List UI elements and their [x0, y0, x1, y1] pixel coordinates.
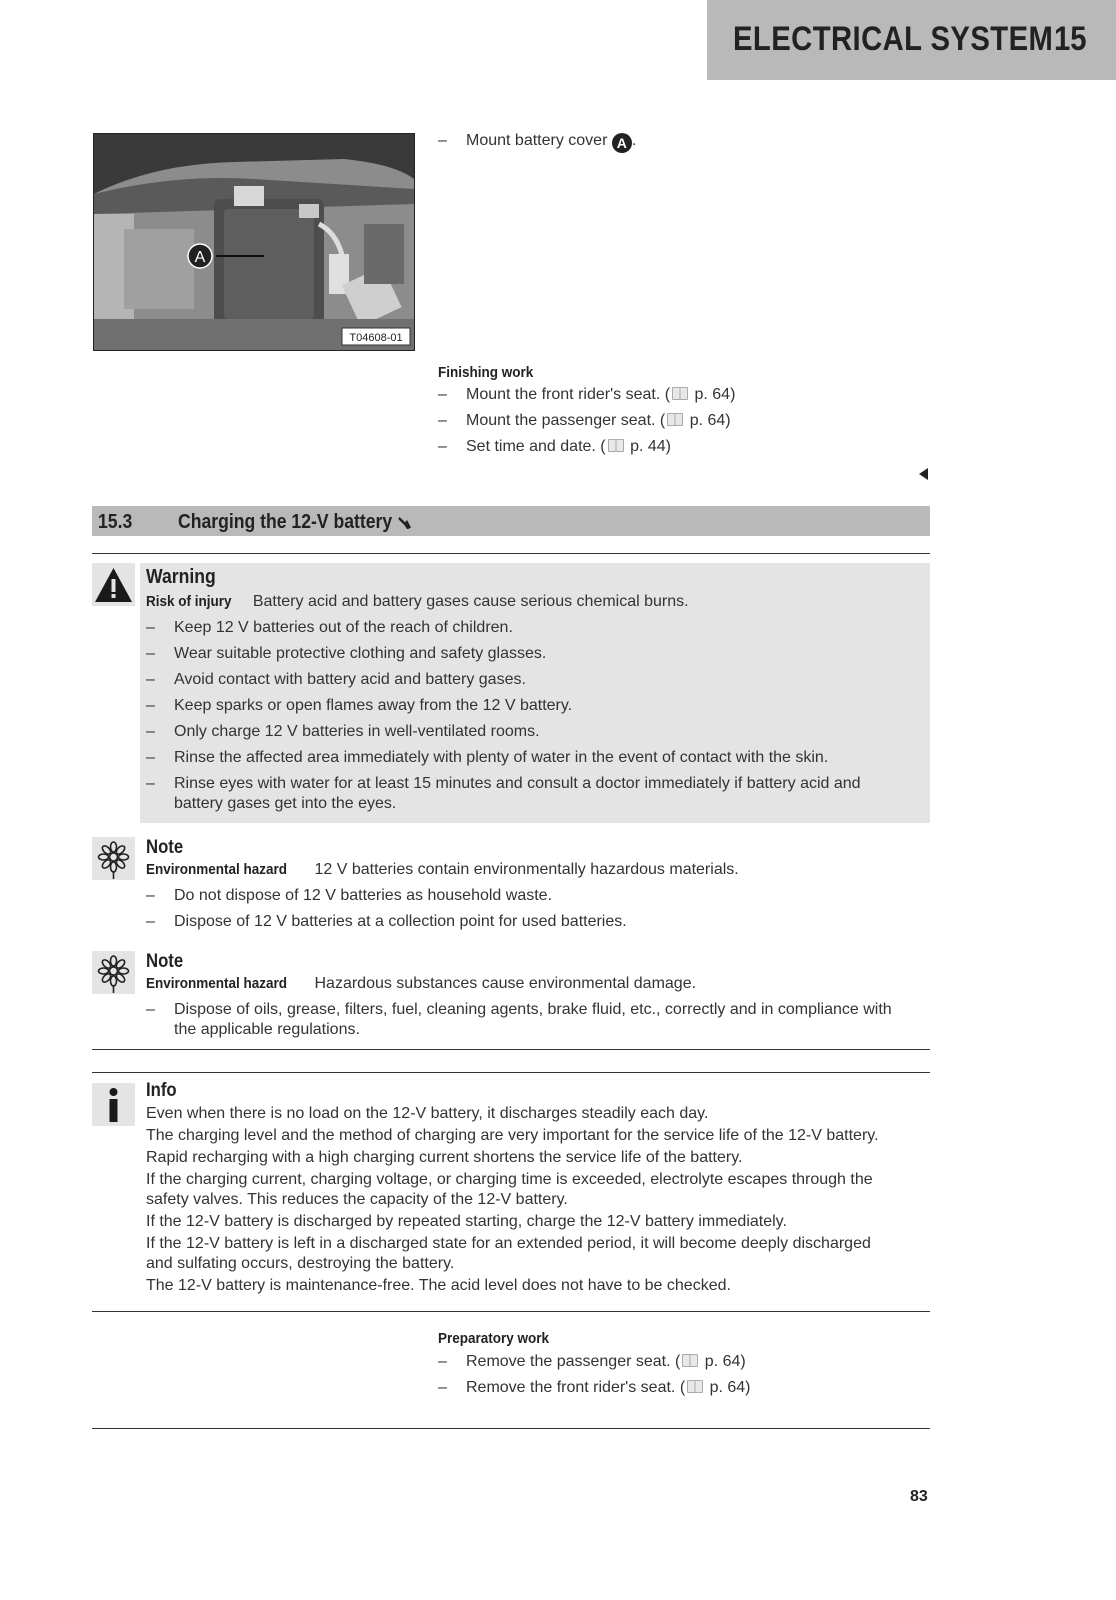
book-reference-icon: [667, 413, 683, 426]
preparatory-item: – Remove the passenger seat. ( p. 64): [438, 1353, 746, 1370]
info-line: The 12-V battery is maintenance-free. The acid level does not have to be checked.: [146, 1277, 731, 1294]
warning-item: – Rinse eyes with water for at least 15 minutes and consult a doctor immediately if battery acid and: [146, 775, 861, 792]
finishing-item: – Set time and date. ( p. 44): [438, 438, 672, 455]
finishing-item: – Mount the passenger seat. ( p. 64): [438, 412, 731, 429]
photo-callout-a: A: [194, 249, 206, 266]
chapter-title: ELECTRICAL SYSTEM: [733, 20, 1054, 58]
note-item-continuation: the applicable regulations.: [174, 1021, 360, 1038]
warning-item: – Rinse the affected area immediately with plenty of water in the event of contact with the skin.: [146, 749, 829, 766]
warning-item: – Wear suitable protective clothing and safety glasses.: [146, 645, 547, 662]
info-icon-box: [92, 1083, 135, 1126]
info-icon: [92, 1083, 135, 1126]
info-line: Even when there is no load on the 12-V battery, it discharges steadily each day.: [146, 1105, 709, 1122]
divider: [92, 1311, 930, 1312]
callout-a-icon: A: [612, 133, 632, 153]
photo-caption: T04608-01: [349, 332, 403, 344]
warning-title: Warning: [146, 566, 216, 588]
chapter-number: 15: [1054, 20, 1087, 58]
divider: [92, 1049, 930, 1050]
warning-triangle-icon: [92, 563, 135, 606]
info-line: safety valves. This reduces the capacity of the 12-V battery.: [146, 1191, 568, 1208]
warning-item: – Only charge 12 V batteries in well-ventilated rooms.: [146, 723, 540, 740]
warning-item: – Avoid contact with battery acid and battery gases.: [146, 671, 526, 688]
warning-item: – Keep sparks or open flames away from the 12 V battery.: [146, 697, 573, 714]
book-reference-icon: [672, 387, 688, 400]
info-line: If the charging current, charging voltage, or charging time is exceeded, electrolyte escapes through the: [146, 1171, 873, 1188]
warning-item: – Keep 12 V batteries out of the reach of children.: [146, 619, 513, 636]
divider: [92, 1072, 930, 1073]
info-title: Info: [146, 1080, 177, 1101]
preparatory-item: – Remove the front rider's seat. ( p. 64): [438, 1379, 751, 1396]
battery-photo: [93, 133, 415, 351]
info-line: If the 12-V battery is left in a discharged state for an extended period, it will become deeply discharged: [146, 1235, 871, 1252]
info-line: and sulfating occurs, destroying the battery.: [146, 1255, 455, 1272]
flower-environment-icon: [92, 837, 135, 880]
divider: [92, 1428, 930, 1429]
note-item: – Dispose of 12 V batteries at a collection point for used batteries.: [146, 913, 627, 930]
page-number: 83: [910, 1488, 928, 1505]
note-item: – Dispose of oils, grease, filters, fuel, cleaning agents, brake fluid, etc., correctly and in compliance with: [146, 1001, 892, 1018]
divider: [92, 553, 930, 554]
info-line: The charging level and the method of charging are very important for the service life of the 12-V battery.: [146, 1127, 879, 1144]
environment-icon-box: [92, 837, 135, 880]
warning-lead: Risk of injury Battery acid and battery gases cause serious chemical burns.: [146, 593, 689, 610]
battery-photo-illustration: [94, 134, 414, 350]
finishing-item: – Mount the front rider's seat. ( p. 64): [438, 386, 736, 403]
note-lead: Environmental hazard 12 V batteries contain environmentally hazardous materials.: [146, 861, 739, 878]
section-number: 15.3: [98, 511, 133, 533]
end-of-section-marker-icon: [919, 468, 928, 480]
note-item: – Do not dispose of 12 V batteries as household waste.: [146, 887, 553, 904]
environment-icon-box: [92, 951, 135, 994]
note-title: Note: [146, 951, 184, 972]
info-line: Rapid recharging with a high charging current shortens the service life of the battery.: [146, 1149, 743, 1166]
finishing-work-heading: Finishing work: [438, 364, 534, 381]
step-mount-battery-cover: – Mount battery cover A .: [438, 132, 637, 151]
book-reference-icon: [687, 1380, 703, 1393]
wrench-icon: [397, 511, 411, 533]
preparatory-work-heading: Preparatory work: [438, 1330, 550, 1347]
info-line: If the 12-V battery is discharged by repeated starting, charge the 12-V battery immediately.: [146, 1213, 787, 1230]
note-lead: Environmental hazard Hazardous substances cause environmental damage.: [146, 975, 697, 992]
warning-icon-box: [92, 563, 135, 606]
section-title: Charging the 12-V battery: [178, 511, 411, 534]
book-reference-icon: [682, 1354, 698, 1367]
warning-item-continuation: battery gases get into the eyes.: [174, 795, 397, 812]
book-reference-icon: [608, 439, 624, 452]
note-title: Note: [146, 837, 184, 858]
flower-environment-icon: [92, 951, 135, 994]
